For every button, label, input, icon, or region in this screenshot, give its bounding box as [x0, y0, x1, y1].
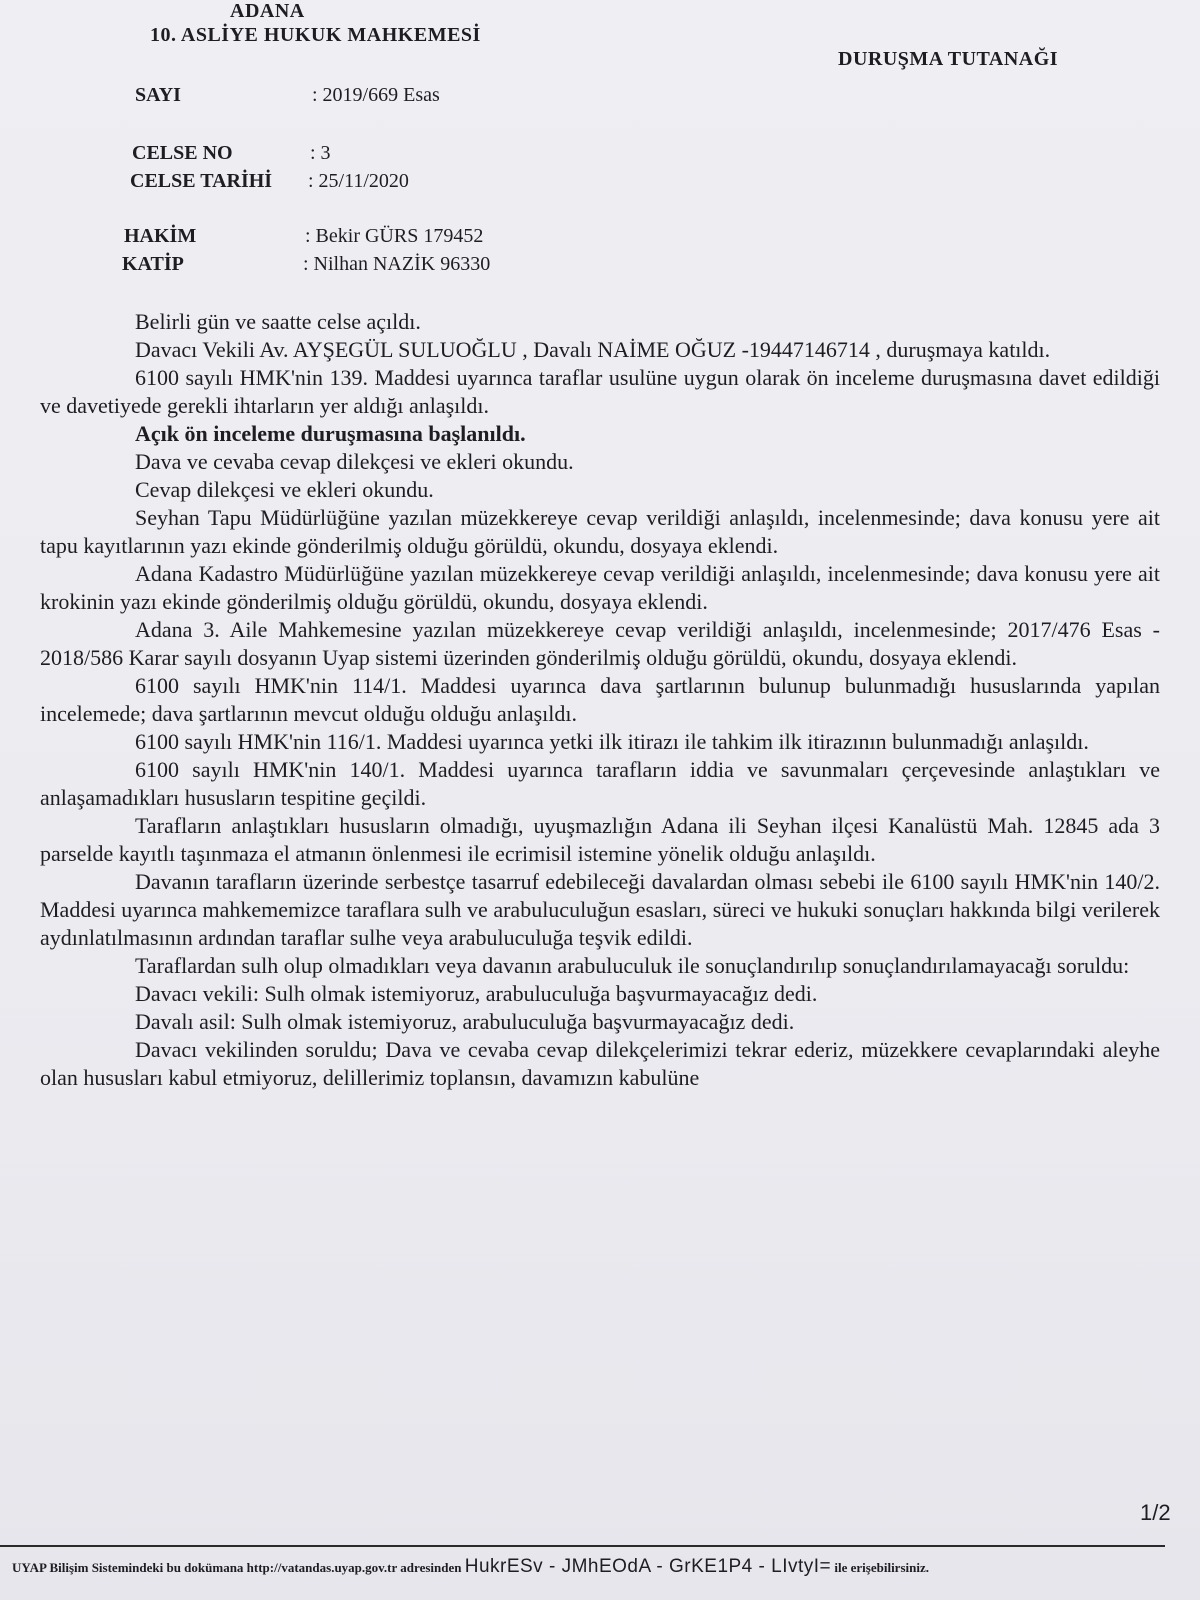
paragraph: Seyhan Tapu Müdürlüğüne yazılan müzekkereye cevap verildiği anlaşıldı, incelenmesinde; dava konusu yere ait tapu kayıtlarının yazı ekinde gönderilmiş olduğu görüldü, okundu, dosyaya eklendi. [40, 505, 1160, 558]
paragraph: 6100 sayılı HMK'nin 114/1. Maddesi uyarınca dava şartlarının bulunup bulunmadığı hususlarında yapılan incelemede; dava şartlarının mevcut olduğu olduğu anlaşıldı. [40, 673, 1160, 726]
paragraph: 6100 sayılı HMK'nin 139. Maddesi uyarınca taraflar usulüne uygun olarak ön inceleme duruşmasına davet edildiği ve davetiyede gerekli ihtarların yer aldığı anlaşıldı. [40, 365, 1160, 418]
katip-label: KATİP [122, 253, 184, 275]
sayi-value: : 2019/669 Esas [312, 84, 440, 106]
footer [12, 1556, 1192, 1578]
celse-tarihi-value: : 25/11/2020 [308, 170, 409, 192]
minutes-body [40, 308, 1160, 1092]
footer-prefix: UYAP Bilişim Sistemindeki bu dokümana http://vatandas.uyap.gov.tr adresinden [12, 1560, 462, 1575]
court-city: ADANA [230, 0, 305, 22]
page-number: 1/2 [1140, 1500, 1171, 1525]
paragraph: Cevap dilekçesi ve ekleri okundu. [135, 477, 434, 502]
footer-access-code: HukrESv - JMhEOdA - GrKE1P4 - LIvtyI= [464, 1556, 832, 1577]
court-name: 10. ASLİYE HUKUK MAHKEMESİ [150, 24, 481, 46]
paragraph: Davacı Vekili Av. AYŞEGÜL SULUOĞLU , Davalı NAİME OĞUZ -19447146714 , duruşmaya katıldı. [135, 337, 1051, 362]
hakim-label: HAKİM [124, 225, 197, 247]
paragraph: Davanın tarafların üzerinde serbestçe tasarruf edebileceği davalardan olması sebebi ile 6100 sayılı HMK'nin 140/2. Maddesi uyarınca mahkememizce taraflara sulh ve arabuluculuğun esasları, süreci ve hukuki sonuçları hakkında bilgi verilerek aydınlatılmasının ardından taraflar sulhe veya arabuluculuğa teşvik edildi. [40, 869, 1160, 950]
footer-divider [0, 1545, 1165, 1547]
celse-no-label: CELSE NO [132, 142, 233, 164]
footer-suffix: ile erişebilirsiniz. [834, 1560, 929, 1575]
paragraph: Davacı vekili: Sulh olmak istemiyoruz, arabuluculuğa başvurmayacağız dedi. [135, 981, 818, 1006]
paragraph: Taraflardan sulh olup olmadıkları veya davanın arabuluculuk ile sonuçlandırılıp sonuçlandırılamayacağı soruldu: [135, 953, 1130, 978]
paragraph: Dava ve cevaba cevap dilekçesi ve ekleri okundu. [135, 449, 574, 474]
paragraph: Davacı vekilinden soruldu; Dava ve cevaba cevap dilekçelerimizi tekrar ederiz, müzekkere cevaplarındaki aleyhe olan hususları kabul etmiyoruz, delillerimiz toplansın, davamızın kabulüne [40, 1037, 1160, 1090]
paragraph: Adana Kadastro Müdürlüğüne yazılan müzekkereye cevap verildiği anlaşıldı, incelenmesinde; dava konusu yere ait krokinin yazı ekinde gönderilmiş olduğu görüldü, okundu, dosyaya eklendi. [40, 561, 1160, 614]
katip-value: : Nilhan NAZİK 96330 [303, 253, 491, 275]
paragraph: 6100 sayılı HMK'nin 116/1. Maddesi uyarınca yetki ilk itirazı ile tahkim ilk itirazının bulunmadığı anlaşıldı. [135, 729, 1089, 754]
hakim-value: : Bekir GÜRS 179452 [305, 225, 484, 247]
celse-no-value: : 3 [310, 142, 331, 164]
paragraph: 6100 sayılı HMK'nin 140/1. Maddesi uyarınca tarafların iddia ve savunmaları çerçevesinde anlaştıkları ve anlaşamadıkları hususların tespitine geçildi. [40, 757, 1160, 810]
paragraph: Davalı asil: Sulh olmak istemiyoruz, arabuluculuğa başvurmayacağız dedi. [135, 1009, 795, 1034]
paragraph: Tarafların anlaştıkları hususların olmadığı, uyuşmazlığın Adana ili Seyhan ilçesi Kanalüstü Mah. 12845 ada 3 parselde kayıtlı taşınmaza el atmanın önlenmesi ile ecrimisil istemine yönelik olduğu anlaşıldı. [40, 813, 1160, 866]
paragraph: Belirli gün ve saatte celse açıldı. [135, 309, 421, 334]
celse-tarihi-label: CELSE TARİHİ [130, 170, 273, 192]
sayi-label: SAYI [135, 84, 181, 106]
paragraph: Adana 3. Aile Mahkemesine yazılan müzekkereye cevap verildiği anlaşıldı, incelenmesinde; 2017/476 Esas - 2018/586 Karar sayılı dosyanın Uyap sistemi üzerinden gönderilmiş olduğu görüldü, okundu, dosyaya eklendi. [40, 617, 1160, 670]
paragraph-bold: Açık ön inceleme duruşmasına başlanıldı. [135, 421, 526, 446]
document-title: DURUŞMA TUTANAĞI [838, 48, 1059, 70]
